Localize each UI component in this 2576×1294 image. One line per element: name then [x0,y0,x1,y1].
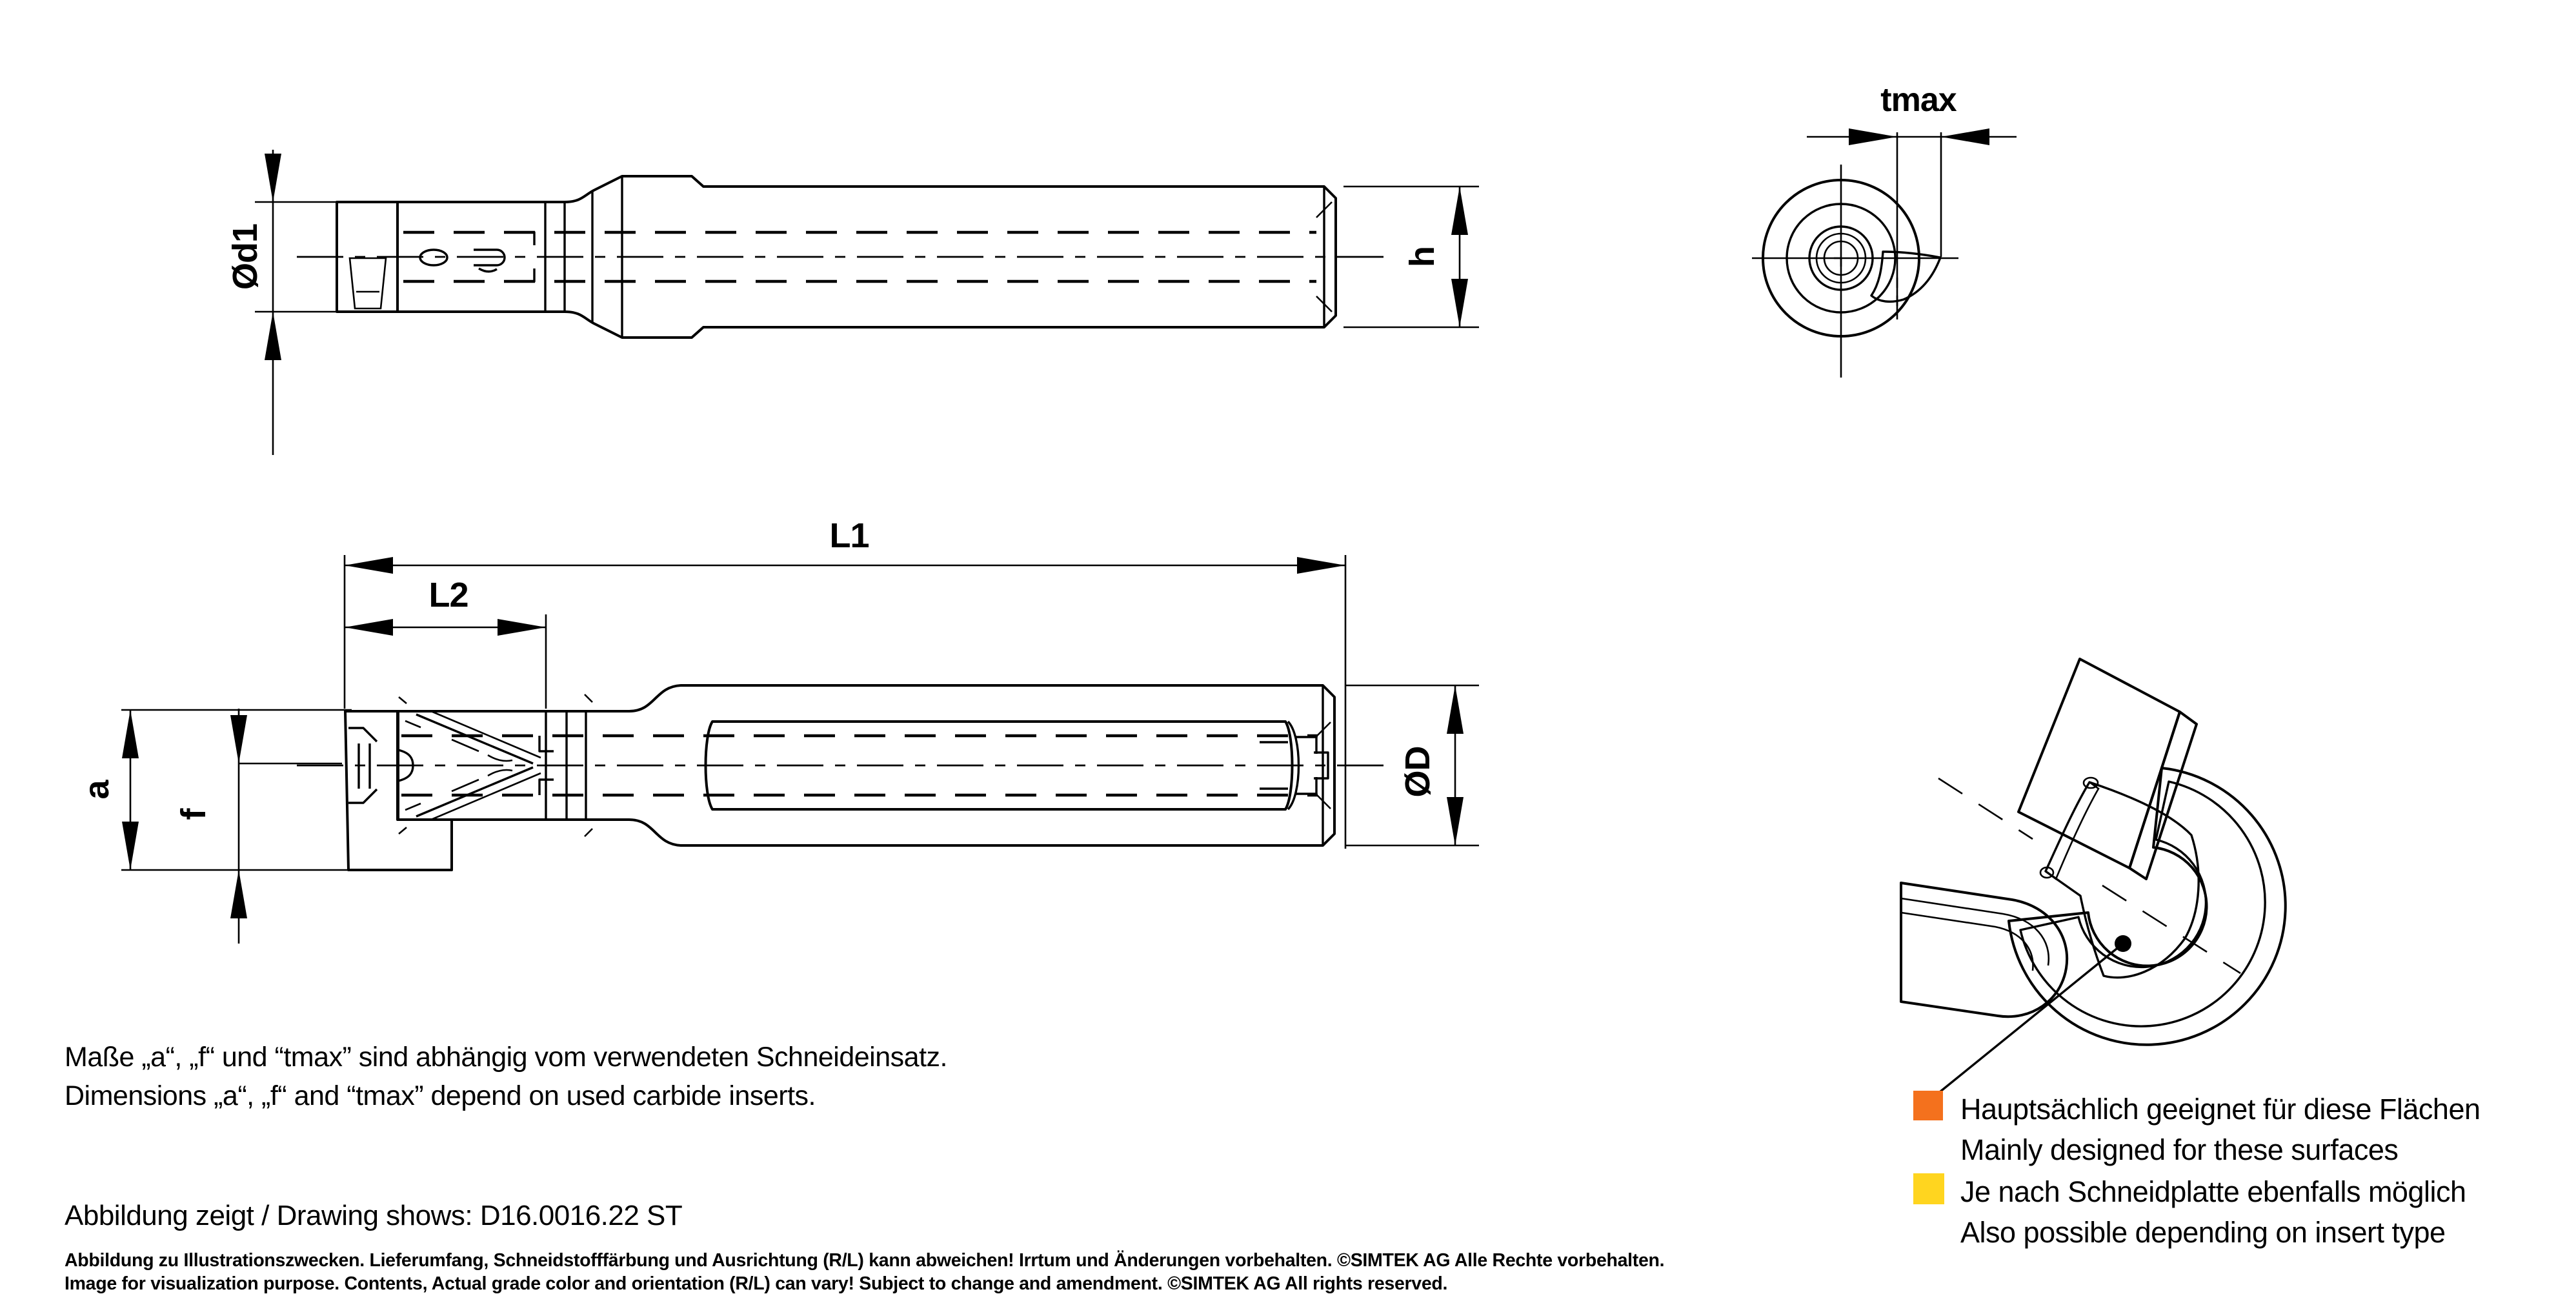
dimension-L2 [345,576,546,709]
clamp-slot [474,250,505,272]
drawing-shows-line: Abbildung zeigt / Drawing shows: D16.0016.22 ST [65,1200,683,1231]
legend-item-0-de: Hauptsächlich geeignet für diese Flächen [1960,1093,2480,1126]
dimension-d1 [226,150,342,455]
note-en: Dimensions „a“, „f“ and “tmax” depend on used carbide inserts. [65,1080,816,1111]
f-label: f [174,809,213,820]
L1-label: L1 [829,516,869,555]
fineprint-de: Abbildung zu Illustrationszwecken. Lieferumfang, Schneidstofffärbung und Ausrichtung (R/L) kann abweichen! Irrtum und Änderungen vorbehalten. ©SIMTEK AG Alle Rechte vorbehalten. [65,1250,1665,1271]
insert-3d-illustration [1901,659,2286,1092]
dimension-f [174,709,342,944]
legend-item-0-en: Mainly designed for these surfaces [1960,1133,2399,1166]
d1-label: Ød1 [226,223,265,290]
h-label: h [1403,247,1442,267]
a-label: a [77,780,116,800]
front-view [1752,81,2017,378]
dimension-L1 [345,516,1345,849]
D-label: ØD [1398,746,1437,798]
fineprint-en: Image for visualization purpose. Contents, Actual grade color and orientation (R/L) can vary! Subject to change and amendment. ©SIMTEK AG All rights reserved. [65,1273,1448,1294]
axis-dashed [1938,778,2240,973]
note-de: Maße „a“, „f“ und “tmax” sind abhängig vom verwendeten Schneideinsatz. [65,1042,947,1073]
top-side-view [226,150,1479,455]
insert-seat [350,258,386,308]
legend-item-1-en: Also possible depending on insert type [1960,1216,2446,1249]
tmax-label: tmax [1880,81,1957,119]
legend [1913,1091,2480,1249]
slab-rim-lines [1901,898,2049,971]
notes-block [65,1042,1664,1294]
legend-swatch-orange [1913,1091,1943,1120]
center-tick [1834,258,1841,267]
plate-edge [2129,712,2197,879]
L2-label: L2 [428,576,468,614]
insert-head [345,711,452,870]
main-side-view [77,516,1479,944]
dimension-tmax [1807,81,2017,319]
legend-item-1-de: Je nach Schneidplatte ebenfalls möglich [1960,1175,2466,1208]
legend-swatch-yellow [1913,1173,1944,1204]
